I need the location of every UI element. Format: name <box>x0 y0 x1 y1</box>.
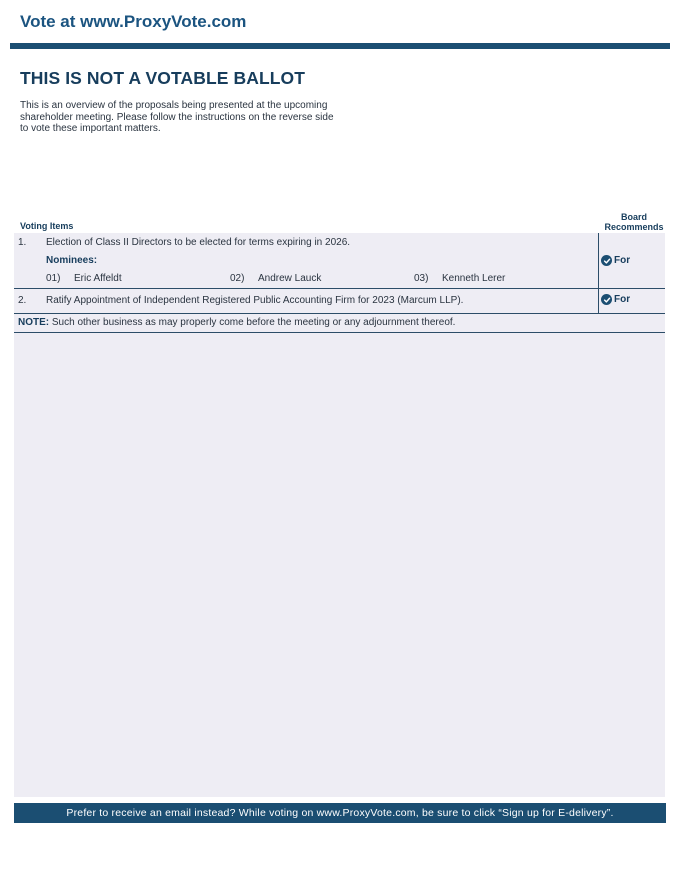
recommendation-label: For <box>614 294 631 305</box>
board-recommendation <box>601 255 630 266</box>
check-circle-icon <box>601 255 612 266</box>
voting-items-header: Voting Items <box>20 221 74 231</box>
nominees-label: Nominees: <box>46 255 98 266</box>
footer-banner <box>14 803 666 823</box>
ballot-intro: This is an overview of the proposals being presented at the upcoming shareholder meeting. Please follow the instructions on the reverse side to vote these important matters. <box>20 100 334 135</box>
nominee-number: 01) <box>46 273 61 284</box>
board-recommendation <box>601 294 630 305</box>
footer-text: Prefer to receive an email instead? While voting on www.ProxyVote.com, be sure to click “Sign up for E-delivery”. <box>66 807 614 819</box>
board-recommends-line1: Board <box>620 212 647 222</box>
nominee-number: 03) <box>414 273 429 284</box>
row-divider <box>14 332 665 333</box>
board-recommends-header <box>598 212 670 232</box>
header-divider <box>10 43 670 49</box>
item-text: Ratify Appointment of Independent Registered Public Accounting Firm for 2023 (Marcum LLP). <box>46 295 464 306</box>
row-divider <box>14 288 665 289</box>
item-text: Election of Class II Directors to be elected for terms expiring in 2026. <box>46 237 351 248</box>
nominee-number: 02) <box>230 273 245 284</box>
ballot-title: THIS IS NOT A VOTABLE BALLOT <box>20 68 306 88</box>
recommendation-label: For <box>614 255 631 266</box>
nominee-name: Andrew Lauck <box>258 273 322 284</box>
note-label: NOTE: <box>18 317 50 328</box>
row-divider <box>14 313 665 314</box>
recommendation-column-divider <box>598 233 599 313</box>
check-circle-icon <box>601 294 612 305</box>
nominee-name: Eric Affeldt <box>74 273 122 284</box>
item-number: 2. <box>18 295 27 306</box>
board-recommends-line2: Recommends <box>604 222 664 232</box>
header-title: Vote at www.ProxyVote.com <box>20 12 247 31</box>
note-text: Such other business as may properly come before the meeting or any adjournment thereof. <box>49 317 456 328</box>
nominee-name: Kenneth Lerer <box>442 273 506 284</box>
item-number: 1. <box>18 237 27 248</box>
note <box>18 317 455 328</box>
